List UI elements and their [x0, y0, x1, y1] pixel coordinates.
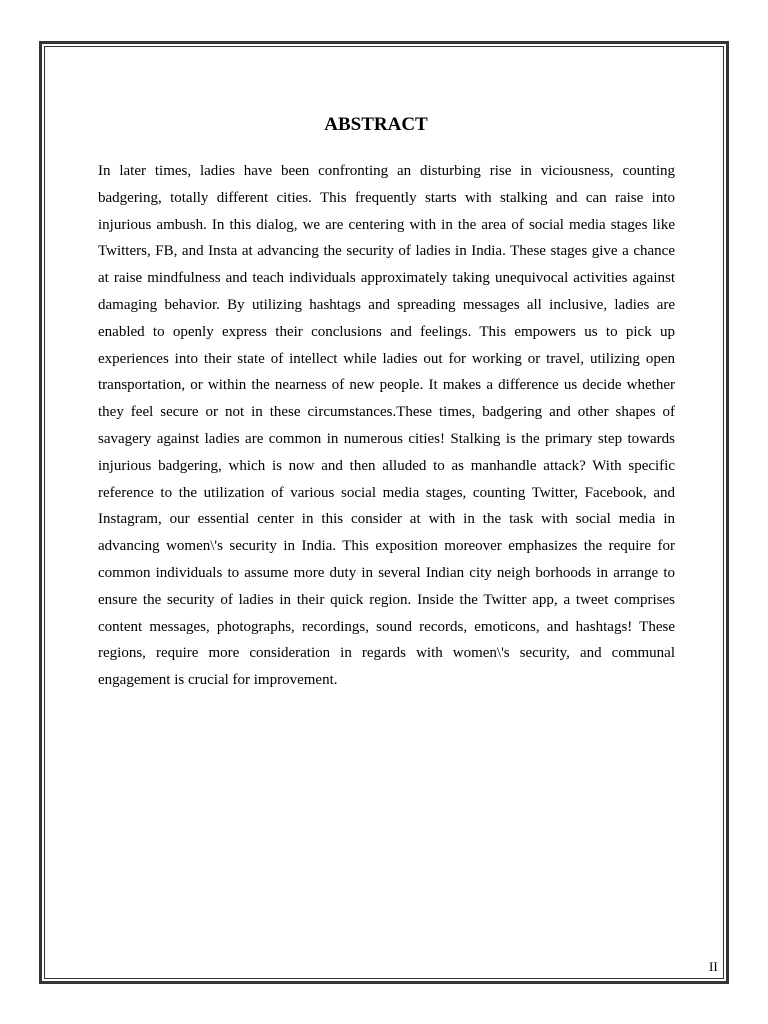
page-title: ABSTRACT — [324, 114, 428, 135]
page-number: II — [709, 959, 718, 974]
abstract-paragraph: In later times, ladies have been confronting an disturbing rise in viciousness, counting badgering, totally different cities. This frequently starts with stalking and can raise into injurious ambush. In this dialog, we are centering with in the area of social media stages like Twitters, FB, and Insta at advancing the security of ladies in India. These stages give a chance at raise mindfulness and teach individuals approximately taking unequivocal activities against damaging behavior. By utilizing hashtags and spreading messages all inclusive, ladies are enabled to openly express their conclusions and feelings. This empowers us to pick up experiences into their state of intellect while ladies out for working or travel, utilizing open transportation, or within the nearness of new people. It makes a difference us decide whether they feel secure or not in these circumstances.These times, badgering and other shapes of savagery against ladies are common in numerous cities! Stalking is the primary step towards injurious badgering, which is now and then alluded to as manhandle attack? With specific reference to the utilization of various social media stages, counting Twitter, Facebook, and Instagram, our essential center in this consider at with in the task with social media in advancing women\'s security in India. This exposition moreover emphasizes the require for common individuals to assume more duty in several Indian city neigh borhoods in arrange to ensure the security of ladies in their quick region. Inside the Twitter app, a tweet comprises content messages, photographs, recordings, sound records, emoticons, and hashtags! These regions, require more consideration in regards with women\'s security, and communal engagement is crucial for improvement. — [98, 163, 675, 689]
